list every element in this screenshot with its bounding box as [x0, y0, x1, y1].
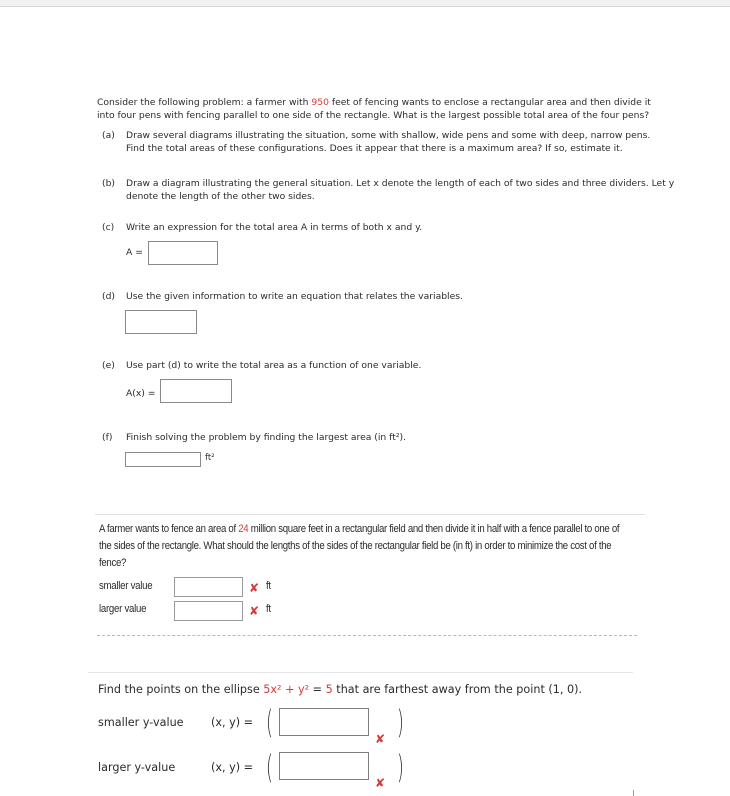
area-label: A =	[126, 247, 143, 258]
area-amount: 24	[238, 523, 249, 535]
area-function-input[interactable]	[160, 379, 232, 403]
larger-value-label: larger value	[99, 603, 147, 615]
ellipse-rhs: 5	[325, 683, 333, 696]
ft-unit: ft	[266, 580, 271, 592]
open-paren: (	[266, 703, 273, 741]
scroll-tick	[633, 790, 634, 796]
smaller-point-input[interactable]	[279, 708, 369, 736]
larger-y-label: larger y-value	[98, 761, 176, 774]
ft-unit: ft	[266, 603, 271, 615]
larger-point-input[interactable]	[279, 752, 369, 780]
xy-label: (x, y) =	[211, 761, 254, 774]
largest-area-input[interactable]	[125, 452, 201, 467]
smaller-side-input[interactable]	[174, 577, 243, 597]
top-bar	[0, 0, 730, 7]
problem3-statement: Find the points on the ellipse 5x² + y² = 5 that are farthest away from the point (1, 0).	[98, 683, 583, 696]
problem2-statement: A farmer wants to fence an area of 24 million square feet in a rectangular field and then divide it in half with a fence parallel to one of the sides of the rectangle. What should the lengths of the sides of the rectangular field be (in ft) in order to minimize the cost of the fence?	[99, 523, 620, 569]
equation-input[interactable]	[125, 310, 197, 334]
close-paren: )	[397, 748, 404, 786]
ellipse-lhs: 5x² + y²	[263, 683, 310, 696]
fence-amount: 950	[311, 97, 329, 108]
close-paren: )	[397, 703, 404, 741]
incorrect-icon: ✘	[249, 581, 260, 595]
problem1-statement: Consider the following problem: a farmer with 950 feet of fencing wants to enclose a rectangular area and then divide it into four pens with fencing parallel to one side of the rectangle. What is the largest possible total area of the four pens?	[97, 97, 651, 121]
area-unit: ft²	[205, 453, 215, 463]
incorrect-icon: ✘	[375, 732, 386, 746]
divider	[95, 514, 645, 515]
smaller-y-label: smaller y-value	[98, 716, 184, 729]
larger-side-input[interactable]	[174, 601, 243, 621]
area-expression-input[interactable]	[148, 241, 218, 265]
incorrect-icon: ✘	[375, 776, 386, 790]
xy-label: (x, y) =	[211, 716, 254, 729]
divider	[88, 672, 633, 673]
open-paren: (	[266, 748, 273, 786]
area-function-label: A(x) =	[126, 388, 156, 399]
incorrect-icon: ✘	[249, 604, 260, 618]
smaller-value-label: smaller value	[99, 580, 153, 592]
dotted-divider	[97, 635, 637, 636]
